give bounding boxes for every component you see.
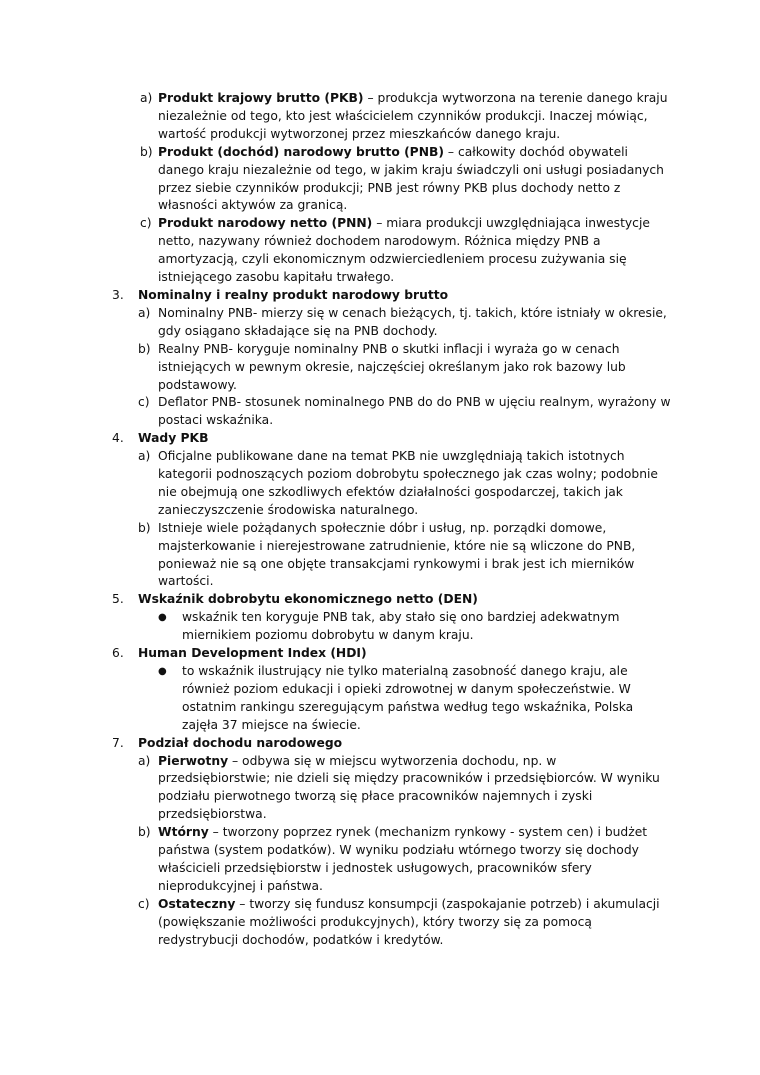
item-term: Produkt krajowy brutto (PKB): [158, 91, 364, 105]
item-term: Wtórny: [158, 825, 209, 840]
list-item: [138, 520, 672, 592]
section-title: Podział dochodu narodowego: [138, 735, 343, 750]
list-item: [138, 341, 672, 395]
item-term: Pierwotny: [158, 753, 229, 768]
item-text: – produkcja wytworzona na terenie danego kraju niezależnie od tego, kto jest właścicielem czynników produkcji. Inaczej mówiąc, wartość produkcji wytworzonej przez mieszkańców danego kraju.: [158, 91, 668, 141]
item-text: Realny PNB- koryguje nominalny PNB o skutki inflacji i wyraża go w cenach istniejących w pewnym okresie, najczęściej określanym jako rok bazowy lub podstawowy.: [158, 341, 626, 392]
list-item: [112, 215, 672, 287]
item-marker: b): [140, 144, 153, 159]
item-marker: a): [138, 753, 151, 768]
item-text: – odbywa się w miejscu wytworzenia dochodu, np. w przedsiębiorstwie; nie dzieli się między pracowników i przedsiębiorców. W wyniku podziału pierwotnego tworzą się płace pracowników najemnych i zyski przedsiębiorstwa.: [158, 753, 660, 822]
bullet-item: [112, 663, 672, 735]
item-marker: c): [138, 896, 150, 911]
list-item: [138, 305, 672, 341]
list-item: [112, 90, 672, 144]
list-item: [138, 448, 672, 520]
section-3: [112, 287, 672, 430]
item-marker: a): [138, 449, 151, 464]
item-text: Nominalny PNB- mierzy się w cenach bieżących, tj. takich, które istniały w okresie, gdy osiągano składające się na PNB dochody.: [158, 305, 667, 338]
section-number: 7.: [112, 735, 124, 750]
section-title: Wady PKB: [138, 431, 209, 446]
item-text: – miara produkcji uwzględniająca inwestycje netto, nazywany również dochodem narodowym. Różnica między PNB a amortyzacją, czyli ekonomicznym odzwierciedleniem procesu zużywania się istniejącego zasobu kapitału trwałego.: [158, 216, 650, 285]
list-item: [138, 394, 672, 430]
item-text: – tworzy się fundusz konsumpcji (zaspokajanie potrzeb) i akumulacji (powiększanie możliwości produkcyjnych), który tworzy się za pomocą redystrybucji dochodów, podatków i kredytów.: [158, 896, 660, 947]
section-4: [112, 430, 672, 591]
item-marker: c): [140, 216, 152, 231]
section-title: Nominalny i realny produkt narodowy brutto: [138, 287, 449, 302]
section-number: 3.: [112, 287, 124, 302]
item-text: Deflator PNB- stosunek nominalnego PNB do do PNB w ujęciu realnym, wyrażony w postaci wskaźnika.: [158, 395, 671, 428]
section-5: [112, 591, 672, 609]
section-title: Wskaźnik dobrobytu ekonomicznego netto (DEN): [138, 592, 478, 607]
document-body: [112, 90, 672, 950]
item-term: Ostateczny: [158, 896, 236, 911]
item-marker: a): [140, 91, 153, 105]
item-marker: a): [138, 305, 151, 320]
item-marker: b): [138, 825, 151, 840]
section-list: [138, 753, 672, 950]
section-6: [112, 645, 672, 663]
item-marker: b): [138, 520, 151, 535]
bullet-icon: ●: [158, 612, 167, 624]
item-text: Istnieje wiele pożądanych społecznie dóbr i usług, np. porządki domowe, majsterkowanie i nierejestrowane zatrudnienie, które nie są wliczone do PNB, ponieważ nie są one objęte transakcjami rynkowymi i brak jest ich mierników wartości.: [158, 520, 636, 589]
item-text: – tworzony poprzez rynek (mechanizm rynkowy - system cen) i budżet państwa (system podatków). W wyniku podziału wtórnego tworzy się dochody właścicieli przedsiębiorstw i jednostek usługowych, pracowników sfery nieprodukcyjnej i państwa.: [158, 825, 648, 893]
section-7: [112, 735, 672, 950]
item-term: Produkt narodowy netto (PNN): [158, 216, 373, 231]
section-list: [138, 305, 672, 430]
section-number: 5.: [112, 592, 124, 607]
section-number: 4.: [112, 431, 124, 446]
list-item: [112, 144, 672, 216]
section-number: 6.: [112, 646, 124, 661]
item-text: Oficjalne publikowane dane na temat PKB nie uwzględniają takich istotnych kategorii podnoszących poziom dobrobytu społecznego jak czas wolny; podobnie nie obejmują one szkodliwych efektów działalności gospodarczej, takich jak zanieczyszczenie środowiska naturalnego.: [158, 449, 658, 517]
list-item: [138, 896, 672, 950]
bullet-item: [112, 609, 672, 645]
section-list: [138, 448, 672, 591]
item-text: – całkowity dochód obywateli danego kraju niezależnie od tego, w jakim kraju świadczyli oni usługi posiadanych przez siebie czynników produkcji; PNB jest równy PKB plus dochody netto z własności aktywów za granicą.: [158, 144, 664, 213]
list-item: [138, 824, 672, 896]
item-marker: c): [138, 395, 150, 410]
bullet-text: wskaźnik ten koryguje PNB tak, aby stało się ono bardziej adekwatnym miernikiem poziomu dobrobytu w danym kraju.: [182, 610, 620, 643]
intro-list: [112, 90, 672, 287]
item-term: Produkt (dochód) narodowy brutto (PNB): [158, 144, 444, 159]
bullet-text: to wskaźnik ilustrujący nie tylko materialną zasobność danego kraju, ale również poziom edukacji i opieki zdrowotnej w danym społeczeństwie. W ostatnim rankingu szeregującym państwa według tego wskaźnika, Polska zajęła 37 miejsce na świecie.: [182, 664, 634, 732]
section-title: Human Development Index (HDI): [138, 646, 367, 661]
item-marker: b): [138, 341, 151, 356]
list-item: [138, 753, 672, 825]
bullet-icon: ●: [158, 666, 167, 677]
